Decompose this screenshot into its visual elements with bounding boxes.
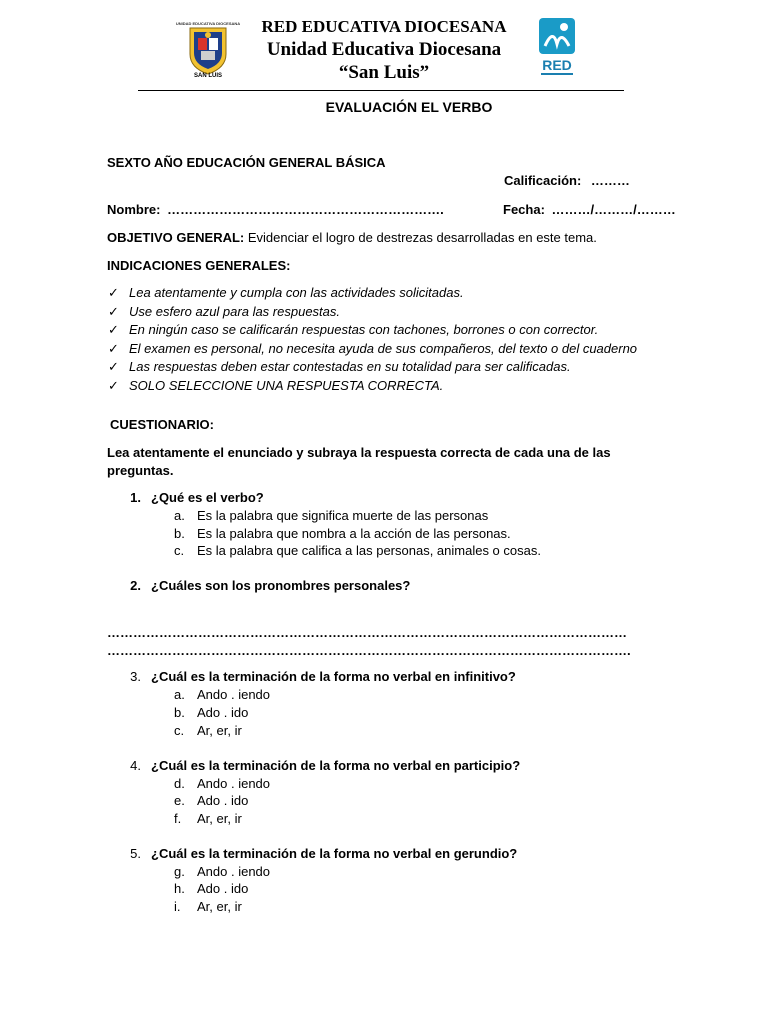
left-logo-caption: SAN LUIS [193,73,222,79]
score-blank: ……… [590,173,630,188]
question-1: 1. ¿Qué es el verbo? [130,490,264,505]
exam-title: EVALUACIÓN EL VERBO [325,99,493,115]
option-4f: f. Ar, er, ir [174,811,242,826]
answer-line-1: ………………………………………………………………………………………………………… [107,625,627,640]
option-3b: b. Ado . ido [174,705,249,720]
list-item: ✓ Las respuestas deben estar contestadas en su totalidad para ser calificadas. [108,359,571,374]
question-3: 3. ¿Cuál es la terminación de la forma no verbal en infinitivo? [130,669,516,684]
date-blank: ………/………/……… [551,202,676,217]
check-icon: ✓ [108,341,119,356]
red-network-logo [537,18,577,78]
list-item: ✓ Use esfero azul para las respuestas. [108,304,340,319]
name-label: Nombre: [107,202,161,217]
check-icon: ✓ [108,285,119,300]
option-5h: h. Ado . ido [174,881,249,896]
svg-text:UNIDAD EDUCATIVA DIOCESANA: UNIDAD EDUCATIVA DIOCESANA [175,21,241,26]
school-name: “San Luis” [338,62,430,83]
list-item: ✓ SOLO SELECCIONE UNA RESPUESTA CORRECTA. [108,378,444,393]
header-divider [138,90,624,91]
objective-label: OBJETIVO GENERAL: [107,230,245,245]
option-1a: a. Es la palabra que significa muerte de las personas [174,508,489,523]
answer-line-2: …………………………………………………………………………………………………………. [107,643,631,658]
score-label: Calificación: [504,173,582,188]
option-4d: d. Ando . iendo [174,776,271,791]
check-icon: ✓ [108,359,119,374]
questionnaire-intro-2: preguntas. [107,463,174,478]
check-icon: ✓ [108,304,119,319]
questionnaire-intro-1: Lea atentamente el enunciado y subraya la respuesta correcta de cada una de las [107,445,611,460]
network-title: RED EDUCATIVA DIOCESANA [261,17,507,36]
school-title: Unidad Educativa Diocesana [266,39,502,60]
grade-label: SEXTO AÑO EDUCACIÓN GENERAL BÁSICA [107,155,386,170]
questionnaire-title: CUESTIONARIO: [110,417,214,432]
instructions-title: INDICACIONES GENERALES: [107,258,291,273]
option-3a: a. Ando . iendo [174,687,271,702]
red-logo-word: RED [542,57,572,73]
option-3c: c. Ar, er, ir [174,723,242,738]
question-2: 2. ¿Cuáles son los pronombres personales? [130,578,411,593]
question-5: 5. ¿Cuál es la terminación de la forma no verbal en gerundio? [130,846,518,861]
objective-text: Evidenciar el logro de destrezas desarrolladas en este tema. [244,230,597,245]
date-field [503,202,676,217]
name-blank: ………………………………………………………. [167,202,444,217]
check-icon: ✓ [108,378,119,393]
objective [107,230,597,245]
list-item: ✓ En ningún caso se calificarán respuestas con tachones, borrones o con corrector. [108,322,599,337]
question-4: 4. ¿Cuál es la terminación de la forma no verbal en participio? [130,758,521,773]
option-4e: e. Ado . ido [174,793,249,808]
option-5i: i. Ar, er, ir [174,899,242,914]
score-field [504,173,630,188]
option-5g: g. Ando . iendo [174,864,271,879]
check-icon: ✓ [108,322,119,337]
option-1c: c. Es la palabra que califica a las personas, animales o cosas. [174,543,541,558]
date-label: Fecha: [503,202,545,217]
option-1b: b. Es la palabra que nombra a la acción de las personas. [174,526,511,541]
list-item: ✓ Lea atentamente y cumpla con las actividades solicitadas. [108,285,464,300]
list-item: ✓ El examen es personal, no necesita ayuda de sus compañeros, del texto o del cuaderno [108,341,638,356]
name-field [107,202,444,217]
